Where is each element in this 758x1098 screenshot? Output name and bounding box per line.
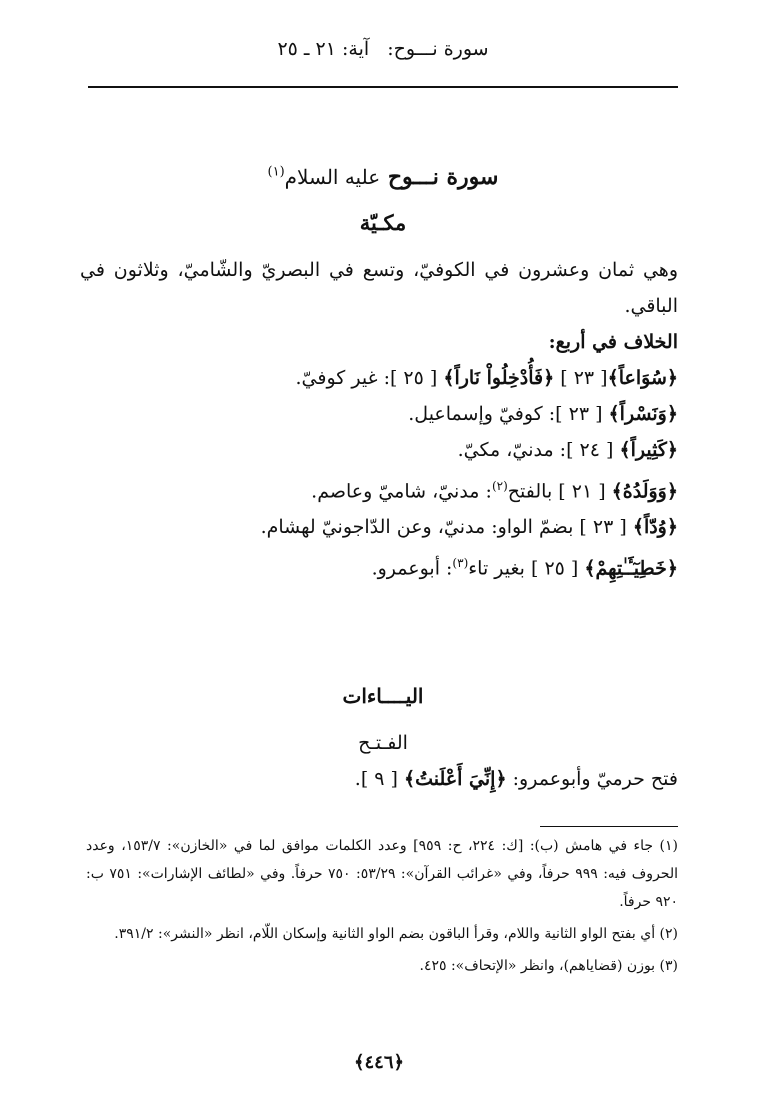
- quran-word: ﴿كَثِيراً﴾: [619, 439, 678, 461]
- quran-word: ﴿وَنَسْراً﴾: [608, 403, 678, 425]
- yaat-heading: اليــــاءات: [342, 684, 424, 708]
- fath-line-text: فتح حرميّ وأبوعمرو:: [506, 768, 678, 790]
- page-number: ﴿٤٤٦﴾: [353, 1052, 405, 1073]
- running-header: [88, 38, 678, 60]
- footnotes: [86, 832, 678, 984]
- footnote-marker-2: (٢): [491, 479, 508, 493]
- entry-row: [80, 509, 678, 545]
- entry-text: [ ٢٥ ] بغير تاء: [468, 557, 585, 580]
- surah-title-tail: عليه السلام: [284, 165, 381, 189]
- surah-title-main: سورة نـــوح: [387, 164, 499, 190]
- entry-row: [80, 432, 678, 468]
- entry-text: : أبوعمرو.: [371, 557, 453, 580]
- body-text: [80, 252, 678, 587]
- header-surah-name: سورة نـــوح:: [387, 38, 489, 60]
- quran-word: ﴿وُدّاً﴾: [632, 516, 678, 539]
- khilaf-heading: الخلاف في أربع:: [548, 331, 678, 353]
- surah-title: [88, 164, 678, 190]
- entry-text: [ ٢٤ ]: مدنيّ، مكيّ.: [457, 439, 620, 461]
- footnote-1: (١) جاء في هامش (ب): [ك: ٢٢٤، ح: ٩٥٩] وعدد الكلمات موافق لما في «الخازن»: ١٥٣/٧، وعدد الحروف فيه: ٩٩٩ حرفاً، وفي «غرائب القرآن»: ٥٣/٢٩: ٧٥٠ حرفاً. وفي «لطائف الإشارات»: ٧٥١ ب: ٩٢٠ حرفاً.: [86, 838, 678, 910]
- intro-paragraph: وهي ثمان وعشرون في الكوفيّ، وتسع في البصريّ والشّاميّ، وثلاثون في الباقي.: [80, 259, 678, 317]
- entry-row: [80, 396, 678, 432]
- fath-line-ref: [ ٩ ].: [354, 768, 405, 790]
- quran-word: ﴿سُوَاعاً﴾: [607, 367, 678, 389]
- entry-text: [ ٢٣ ]: كوفيّ وإسماعيل.: [408, 403, 609, 425]
- header-ayah-range: آية: ٢١ ـ ٢٥: [277, 38, 370, 60]
- footnote-rule: [540, 826, 678, 827]
- footnote-3: (٣) بوزن (قضاياهم)، وانظر «الإتحاف»: ٤٢٥.: [419, 958, 678, 974]
- entry-text: [ ٢١ ] بالفتح: [507, 480, 612, 503]
- entry-row: [80, 545, 678, 586]
- quran-word: ﴿وَوَلَدُهُ﴾: [611, 480, 678, 503]
- header-rule: [88, 86, 678, 88]
- entry-text: [ ٢٣ ] بضمّ الواو: مدنيّ، وعن الدّاجونيّ لهشام.: [260, 516, 633, 539]
- fath-heading: الفـتـح: [358, 732, 408, 754]
- quran-word: ﴿إِنِّيَ أَعْلَنتُ﴾: [404, 768, 507, 790]
- surah-type: مكـيّة: [359, 210, 407, 235]
- entry-text: [ ٢٣ ]: [554, 367, 608, 389]
- entry-text: [ ٢٥ ]: غير كوفيّ.: [295, 367, 444, 389]
- entry-text: : مدنيّ، شاميّ وعاصم.: [311, 480, 492, 503]
- entry-row: [80, 360, 678, 396]
- footnote-marker-3: (٣): [452, 556, 469, 571]
- fath-line: [88, 768, 678, 790]
- quran-word: ﴿فَأُدْخِلُواْ نَاراً﴾: [443, 367, 555, 389]
- quran-word: ﴿خَطِيٓـَٔـٰتِهِمْ﴾: [584, 557, 678, 580]
- footnote-marker-1: (١): [267, 164, 285, 180]
- entry-row: [80, 468, 678, 509]
- footnote-2: (٢) أي بفتح الواو الثانية واللام، وقرأ الباقون بضم الواو الثانية وإسكان اللّام، انظر «النشر»: ٣٩١/٢.: [114, 926, 678, 942]
